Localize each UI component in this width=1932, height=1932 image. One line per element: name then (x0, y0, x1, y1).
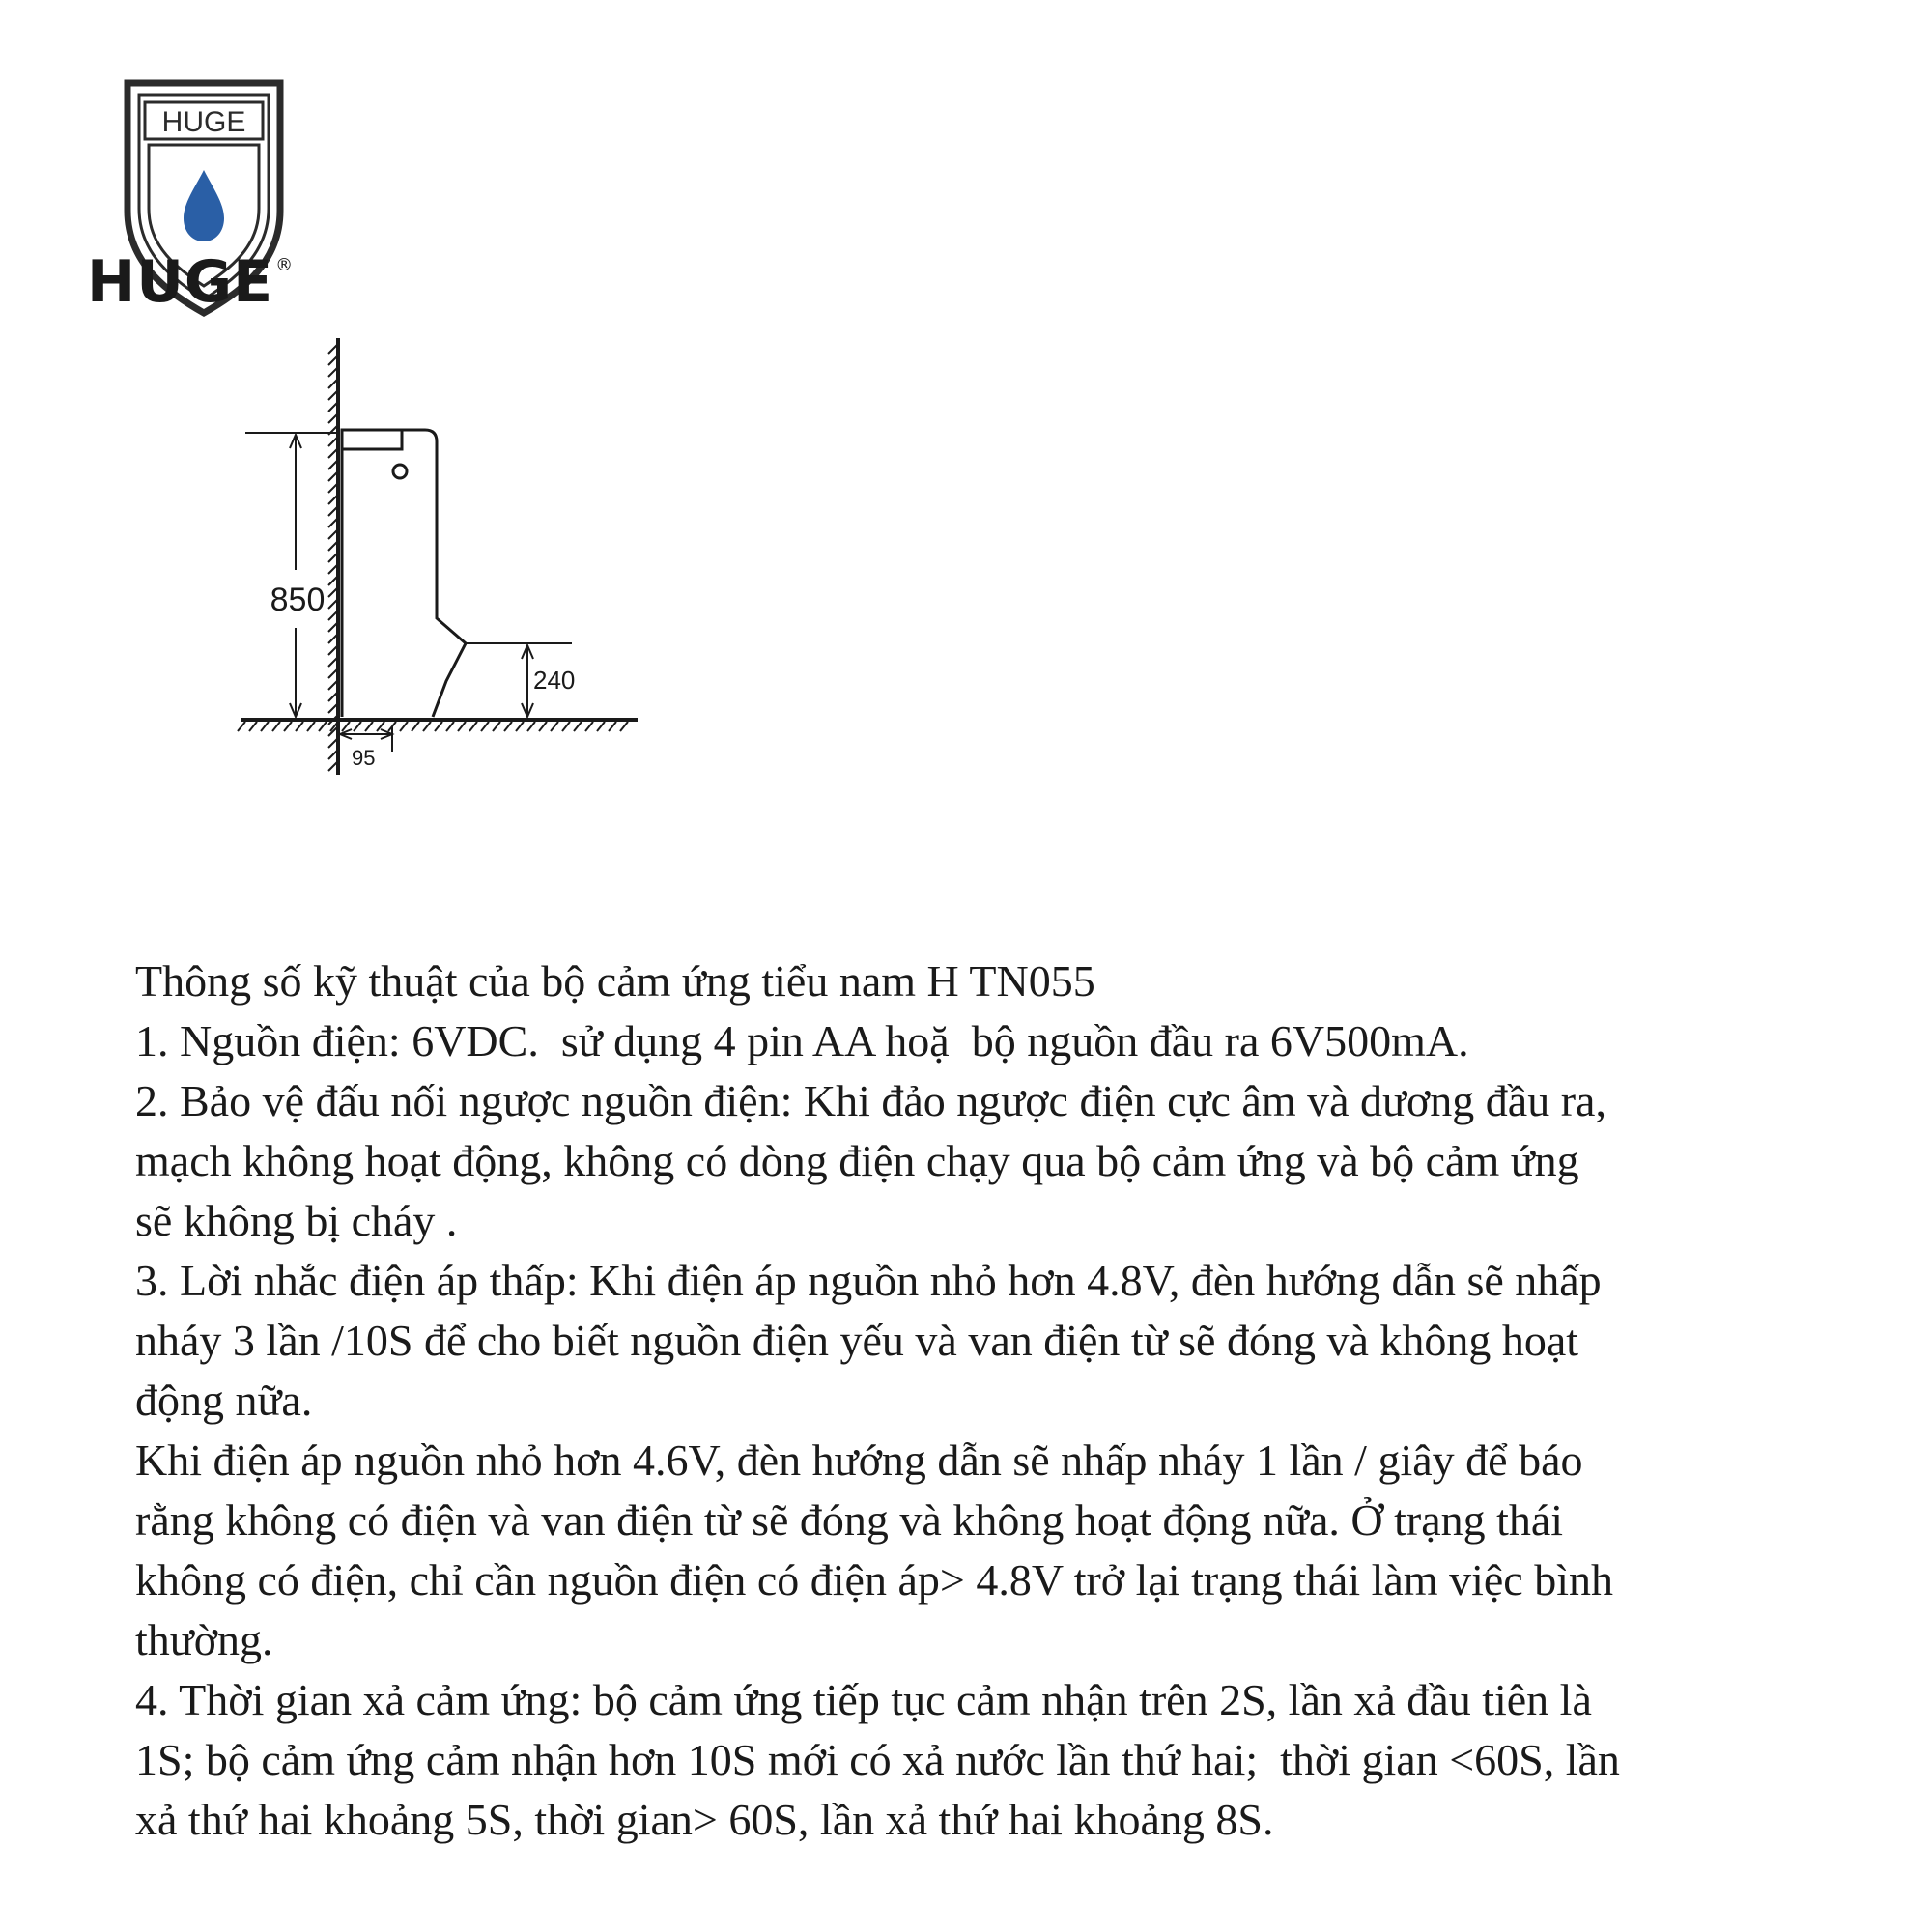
spec-line: 1. Nguồn điện: 6VDC. sử dụng 4 pin AA hoặ bộ nguồn đầu ra 6V500mA. (135, 1016, 1469, 1065)
floor-hatch-mark (284, 722, 292, 731)
floor-hatch-mark (272, 722, 280, 731)
floor-hatch-mark (493, 722, 500, 731)
urinal-top-inlet (342, 430, 402, 449)
floor-hatch-mark (539, 722, 547, 731)
floor-hatch-mark (365, 722, 373, 731)
spec-line: không có điện, chỉ cần nguồn điện có điện áp> 4.8V trở lại trạng thái làm việc bình (135, 1555, 1613, 1605)
specs-title: Thông số kỹ thuật của bộ cảm ứng tiểu nam H TN055 (135, 956, 1095, 1006)
urinal-sensor-hole (393, 465, 407, 478)
floor-hatch-mark (516, 722, 524, 731)
dim-850-label: 850 (270, 582, 326, 618)
floor-hatch-mark (574, 722, 582, 731)
floor-hatch-mark (319, 722, 327, 731)
dim-95-label: 95 (352, 746, 376, 770)
floor-hatch-mark (481, 722, 489, 731)
spec-line: mạch không hoạt động, không có dòng điện chạy qua bộ cảm ứng và bộ cảm ứng (135, 1136, 1579, 1185)
spec-line: nháy 3 lần /10S để cho biết nguồn điện yếu và van điện từ sẽ đóng và không hoạt (135, 1316, 1579, 1365)
floor-hatch-mark (412, 722, 419, 731)
urinal-body-outline (342, 430, 466, 717)
floor-hatch-mark (609, 722, 616, 731)
spec-line: 1S; bộ cảm ứng cảm nhận hơn 10S mới có xả nước lần thứ hai; thời gian <60S, lần (135, 1735, 1620, 1784)
spec-line: Khi điện áp nguồn nhỏ hơn 4.6V, đèn hướng dẫn sẽ nhấp nháy 1 lần / giây để báo (135, 1435, 1583, 1485)
floor-hatch-mark (504, 722, 512, 731)
floor-hatch-mark (551, 722, 558, 731)
spec-line: 2. Bảo vệ đấu nối ngược nguồn điện: Khi đảo ngược điện cực âm và dương đầu ra, (135, 1076, 1606, 1125)
floor-hatching (238, 722, 628, 731)
spec-line: sẽ không bị cháy . (135, 1196, 458, 1245)
specifications-text (135, 952, 1835, 1850)
floor-hatch-mark (585, 722, 593, 731)
brand-name: HUGE (87, 248, 274, 316)
floor-hatch-mark (400, 722, 408, 731)
spec-line: 3. Lời nhắc điện áp thấp: Khi điện áp nguồn nhỏ hơn 4.8V, đèn hướng dẫn sẽ nhấp (135, 1256, 1602, 1305)
spec-line: 4. Thời gian xả cảm ứng: bộ cảm ứng tiếp tục cảm nhận trên 2S, lần xả đầu tiên là (135, 1675, 1592, 1724)
floor-hatch-mark (620, 722, 628, 731)
floor-hatch-mark (354, 722, 361, 731)
floor-hatch-mark (527, 722, 535, 731)
spec-line: động nữa. (135, 1376, 313, 1425)
spec-line: thường. (135, 1615, 273, 1664)
floor-hatch-mark (469, 722, 477, 731)
floor-hatch-mark (261, 722, 269, 731)
floor-hatch-mark (296, 722, 303, 731)
brand-wordmark (87, 248, 295, 316)
floor-hatch-mark (562, 722, 570, 731)
spec-line: rằng không có điện và van điện từ sẽ đóng và không hoạt động nữa. Ở trạng thái (135, 1495, 1564, 1545)
floor-hatch-mark (423, 722, 431, 731)
floor-hatch-mark (249, 722, 257, 731)
shield-text: HUGE (161, 106, 246, 138)
floor-hatch-mark (307, 722, 315, 731)
floor-hatch-mark (458, 722, 466, 731)
spec-line: xả thứ hai khoảng 5S, thời gian> 60S, lần xả thứ hai khoảng 8S. (135, 1795, 1274, 1844)
dim-240-label: 240 (533, 666, 576, 695)
floor-hatch-mark (238, 722, 245, 731)
urinal-side-view-drawing (232, 328, 647, 792)
floor-hatch-mark (435, 722, 442, 731)
floor-hatch-mark (597, 722, 605, 731)
floor-hatch-mark (446, 722, 454, 731)
registered-mark: ® (275, 255, 295, 275)
